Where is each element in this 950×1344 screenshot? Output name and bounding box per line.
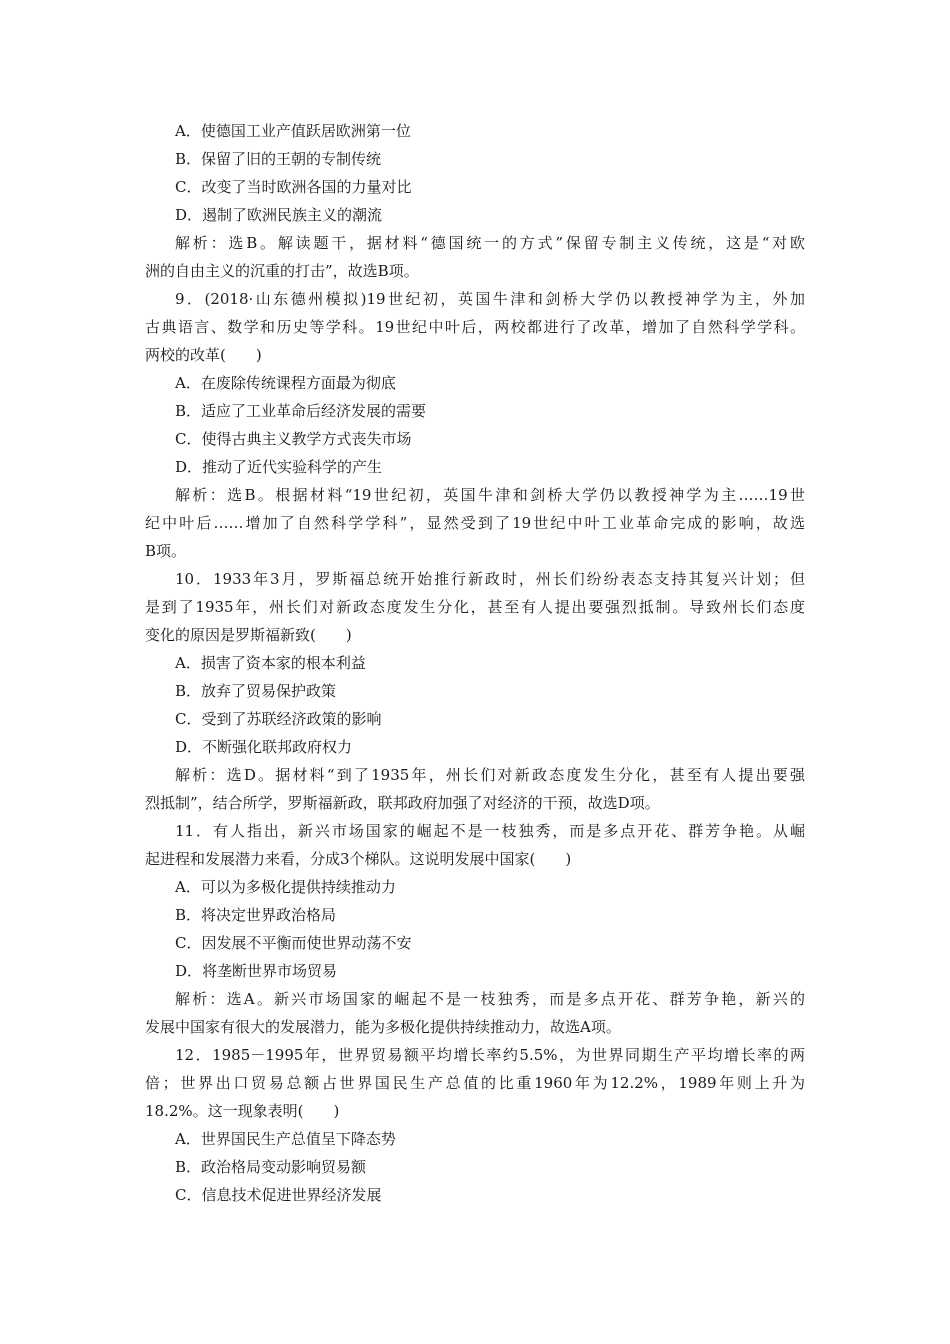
q9-option-a: A．在废除传统课程方面最为彻底 bbox=[175, 374, 396, 392]
q11-option-d: D．将垄断世界市场贸易 bbox=[175, 962, 338, 980]
q10-option-c: C．受到了苏联经济政策的影响 bbox=[175, 710, 382, 728]
q9-analysis-line-3: B项。 bbox=[145, 542, 187, 560]
q10-stem-line-3: 变化的原因是罗斯福新致( ) bbox=[145, 626, 352, 644]
q8-analysis-line-1: 解析：选B。解读题干，据材料“德国统一的方式”保留专制主义传统，这是“对欧 bbox=[175, 234, 805, 252]
q10-option-d: D．不断强化联邦政府权力 bbox=[175, 738, 353, 756]
q9-stem bbox=[145, 285, 805, 369]
q11-stem-line-2: 起进程和发展潜力来看，分成3个梯队。这说明发展中国家( ) bbox=[145, 850, 572, 868]
q11-option-b: B．将决定世界政治格局 bbox=[175, 906, 337, 924]
q11-options bbox=[145, 873, 805, 985]
q9-option-c: C．使得古典主义教学方式丧失市场 bbox=[175, 430, 412, 448]
q10-option-b: B．放弃了贸易保护政策 bbox=[175, 682, 337, 700]
q8-option-c: C．改变了当时欧洲各国的力量对比 bbox=[175, 178, 412, 196]
q12-stem-line-2: 倍；世界出口贸易总额占世界国民生产总值的比重1960年为12.2%，1989年则上升为 bbox=[145, 1074, 805, 1092]
q10-option-a: A．损害了资本家的根本利益 bbox=[175, 654, 366, 672]
q9-option-b: B．适应了工业革命后经济发展的需要 bbox=[175, 402, 427, 420]
q9-options bbox=[145, 369, 805, 481]
q12-options bbox=[145, 1125, 805, 1209]
q11-option-a: A．可以为多极化提供持续推动力 bbox=[175, 878, 396, 896]
q10-stem bbox=[145, 565, 805, 649]
q10-analysis bbox=[145, 761, 805, 817]
q8-option-a: A．使德国工业产值跃居欧洲第一位 bbox=[175, 122, 411, 140]
q10-options bbox=[145, 649, 805, 761]
q12-stem-line-1: 12．1985－1995年，世界贸易额平均增长率约5.5%，为世界同期生产平均增长率的两 bbox=[175, 1046, 805, 1064]
q12-option-b: B．政治格局变动影响贸易额 bbox=[175, 1158, 367, 1176]
q8-options bbox=[145, 117, 805, 229]
q9-analysis bbox=[145, 481, 805, 565]
q10-analysis-line-1: 解析：选D。据材料“到了1935年，州长们对新政态度发生分化，甚至有人提出要强 bbox=[175, 766, 805, 784]
q8-option-b: B．保留了旧的王朝的专制传统 bbox=[175, 150, 382, 168]
q10-analysis-line-2: 烈抵制”，结合所学，罗斯福新政，联邦政府加强了对经济的干预，故选D项。 bbox=[145, 794, 660, 812]
q12-stem-line-3: 18.2%。这一现象表明( ) bbox=[145, 1102, 340, 1120]
q11-analysis bbox=[145, 985, 805, 1041]
q8-analysis bbox=[145, 229, 805, 285]
q12-option-a: A．世界国民生产总值呈下降态势 bbox=[175, 1130, 396, 1148]
q9-analysis-line-2: 纪中叶后……增加了自然科学学科”，显然受到了19世纪中叶工业革命完成的影响，故选 bbox=[145, 514, 805, 532]
q12-option-c: C．信息技术促进世界经济发展 bbox=[175, 1186, 382, 1204]
q11-stem-line-1: 11．有人指出，新兴市场国家的崛起不是一枝独秀，而是多点开花、群芳争艳。从崛 bbox=[175, 822, 805, 840]
q11-stem bbox=[145, 817, 805, 873]
q9-analysis-line-1: 解析：选B。根据材料“19世纪初，英国牛津和剑桥大学仍以教授神学为主……19世 bbox=[175, 486, 805, 504]
q11-analysis-line-2: 发展中国家有很大的发展潜力，能为多极化提供持续推动力，故选A项。 bbox=[145, 1018, 621, 1036]
q10-stem-line-2: 是到了1935年，州长们对新政态度发生分化，甚至有人提出要强烈抵制。导致州长们态度 bbox=[145, 598, 805, 616]
q8-option-d: D．遏制了欧洲民族主义的潮流 bbox=[175, 206, 383, 224]
q9-stem-line-1: 9．(2018·山东德州模拟)19世纪初，英国牛津和剑桥大学仍以教授神学为主，外加 bbox=[175, 290, 805, 308]
q9-option-d: D．推动了近代实验科学的产生 bbox=[175, 458, 383, 476]
document-page bbox=[145, 117, 805, 1209]
q12-stem bbox=[145, 1041, 805, 1125]
q11-analysis-line-1: 解析：选A。新兴市场国家的崛起不是一枝独秀，而是多点开花、群芳争艳，新兴的 bbox=[175, 990, 805, 1008]
q10-stem-line-1: 10．1933年3月，罗斯福总统开始推行新政时，州长们纷纷表态支持其复兴计划；但 bbox=[175, 570, 805, 588]
q8-analysis-line-2: 洲的自由主义的沉重的打击”，故选B项。 bbox=[145, 262, 419, 280]
q9-stem-line-2: 古典语言、数学和历史等学科。19世纪中叶后，两校都进行了改革，增加了自然科学学科。 bbox=[145, 318, 805, 336]
q11-option-c: C．因发展不平衡而使世界动荡不安 bbox=[175, 934, 412, 952]
q9-stem-line-3: 两校的改革( ) bbox=[145, 346, 262, 364]
